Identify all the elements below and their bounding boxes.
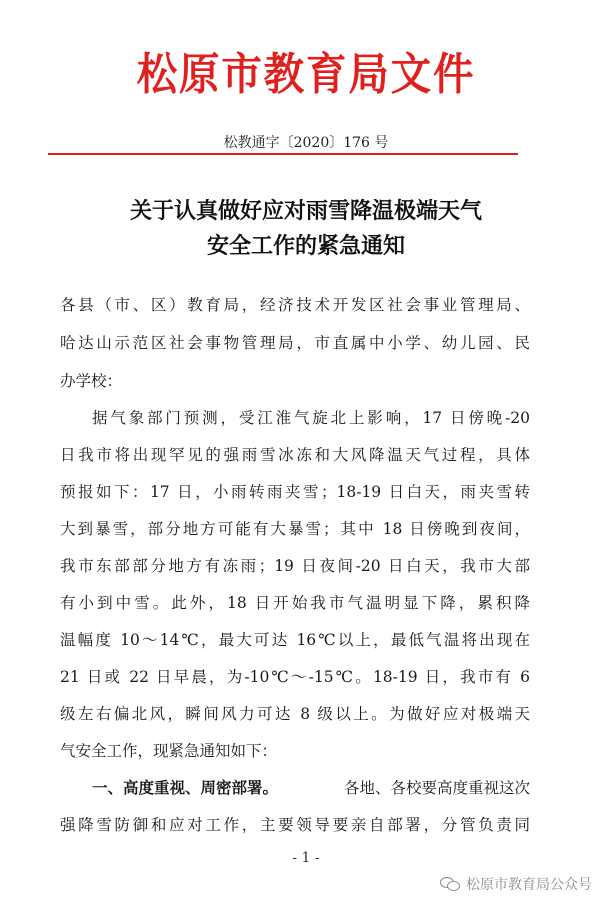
section-1-line [92, 776, 530, 798]
addressee-line: 哈达山示范区社会事物管理局，市直属中小学、幼儿园、民 [60, 334, 530, 352]
paragraph-line: 我市东部部分地方有冻雨；19 日夜间-20 日白天，我市大部 [60, 557, 530, 575]
wechat-watermark [440, 873, 592, 895]
addressee-line: 办学校： [60, 372, 123, 390]
section-1-heading: 一、高度重视、周密部署。 [92, 778, 279, 797]
paragraph-line: 据气象部门预测，受江淮气旋北上影响，17 日傍晚-20 [92, 409, 530, 427]
org-header-title: 松原市教育局文件 [136, 49, 476, 100]
addressee-line: 各县（市、区）教育局，经济技术开发区社会事业管理局、 [60, 296, 530, 314]
paragraph-line: 21 日或 22 日早晨，为-10℃～-15℃。18-19 日，我市有 6 [60, 668, 530, 686]
section-1-text: 各地、各校要高度重视这次 [343, 779, 530, 797]
notice-title-line-2: 安全工作的紧急通知 [206, 233, 405, 259]
page-number: - 1 - [292, 850, 320, 866]
red-divider [48, 153, 518, 155]
paragraph-line: 预报如下：17 日，小雨转雨夹雪；18-19 日白天，雨夹雪转 [60, 483, 530, 501]
paragraph-line: 日我市将出现罕见的强雨雪冰冻和大风降温天气过程，具体 [60, 446, 530, 464]
notice-title-line-1: 关于认真做好应对雨雪降温极端天气 [129, 198, 482, 224]
document-number: 松教通字〔2020〕176 号 [223, 135, 389, 151]
paragraph-line: 级左右偏北风，瞬间风力可达 8 级以上。为做好应对极端天 [60, 705, 530, 723]
paragraph-line: 有小到中雪。此外，18 日开始我市气温明显下降，累积降 [60, 594, 530, 612]
paragraph-line: 大到暴雪，部分地方可能有大暴雪；其中 18 日傍晚到夜间， [60, 520, 530, 538]
paragraph-line: 温幅度 10～14℃，最大可达 16℃以上，最低气温将出现在 [60, 631, 530, 649]
section-1-line: 强降雪防御和应对工作，主要领导要亲自部署，分管负责同 [60, 816, 530, 834]
wechat-icon [440, 876, 460, 892]
paragraph-line: 气安全工作，现紧急通知如下： [60, 742, 278, 760]
watermark-text: 松原市教育局公众号 [466, 877, 592, 893]
